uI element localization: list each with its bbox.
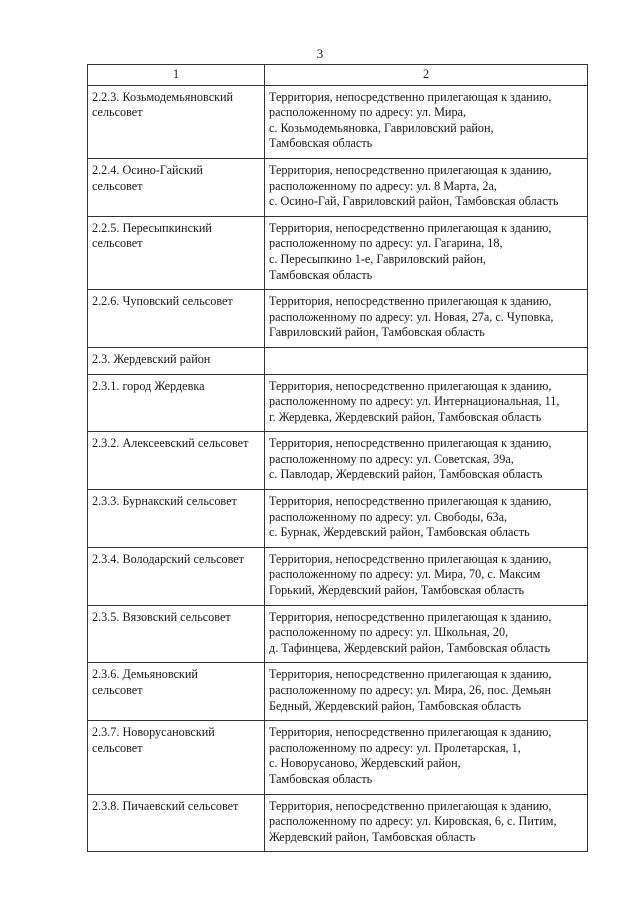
table-row (88, 85, 588, 158)
table-row (88, 663, 588, 721)
address-line: Горький, Жердевский район, Тамбовская область (269, 583, 525, 598)
territory-name-cell (88, 158, 265, 216)
address-line: расположенному по адресу: ул. Школьная, 20, (269, 625, 509, 640)
table-row (88, 290, 588, 348)
column-header-1: 1 (88, 65, 265, 86)
territory-name-line: 2.3.4. Володарский сельсовет (92, 551, 245, 566)
table-row (88, 347, 588, 374)
address-cell (265, 547, 588, 605)
territory-name-cell (88, 721, 265, 794)
territory-name-cell (88, 347, 265, 374)
polling-stations-table (87, 64, 588, 852)
territory-name-line: сельсовет (92, 740, 143, 755)
territory-name-line: сельсовет (92, 105, 143, 120)
address-line: Тамбовская область (269, 267, 373, 282)
address-line: расположенному по адресу: ул. Мира, (269, 105, 467, 120)
address-line: Территория, непосредственно прилегающая к зданию, (269, 89, 552, 104)
address-line: Тамбовская область (269, 771, 373, 786)
page-number: 3 (316, 46, 324, 61)
territory-name-cell (88, 605, 265, 663)
address-line: с. Бурнак, Жердевский район, Тамбовская область (269, 525, 530, 540)
address-cell (265, 432, 588, 490)
territory-name-cell (88, 663, 265, 721)
table-row (88, 374, 588, 432)
address-cell (265, 85, 588, 158)
address-line: д. Тафинцева, Жердевский район, Тамбовская область (269, 640, 551, 655)
address-line: расположенному по адресу: ул. Мира, 70, с. Максим (269, 567, 541, 582)
address-line: расположенному по адресу: ул. Пролетарская, 1, (269, 740, 521, 755)
address-line: с. Новорусаново, Жердевский район, (269, 756, 461, 771)
table-row (88, 794, 588, 852)
table-row (88, 547, 588, 605)
territory-name-line: 2.2.5. Пересыпкинский (92, 220, 212, 235)
territory-name-line: 2.2.3. Козьмодемьяновский (92, 89, 234, 104)
address-line: Территория, непосредственно прилегающая к зданию, (269, 551, 552, 566)
address-line: Бедный, Жердевский район, Тамбовская область (269, 698, 522, 713)
address-line: Территория, непосредственно прилегающая к зданию, (269, 725, 552, 740)
territory-name-line: 2.3.3. Бурнакский сельсовет (92, 494, 237, 509)
table-row (88, 721, 588, 794)
address-line: Территория, непосредственно прилегающая к зданию, (269, 220, 552, 235)
territory-name-line: 2.2.6. Чуповский сельсовет (92, 294, 233, 309)
address-line: Территория, непосредственно прилегающая к зданию, (269, 667, 552, 682)
address-cell (265, 158, 588, 216)
address-line: расположенному по адресу: ул. Кировская, 6, с. Питим, (269, 814, 557, 829)
address-line: Территория, непосредственно прилегающая к зданию, (269, 436, 552, 451)
territory-name-cell (88, 290, 265, 348)
address-line: расположенному по адресу: ул. Гагарина, 18, (269, 236, 503, 251)
territory-name-cell (88, 794, 265, 852)
address-line: с. Пересыпкино 1-е, Гавриловский район, (269, 251, 486, 266)
address-line: Территория, непосредственно прилегающая к зданию, (269, 494, 552, 509)
address-line: расположенному по адресу: ул. Свободы, 63а, (269, 509, 508, 524)
territory-name-cell (88, 432, 265, 490)
territory-name-cell (88, 490, 265, 548)
territory-name-line: сельсовет (92, 178, 143, 193)
table-body (88, 85, 588, 852)
territory-name-cell (88, 547, 265, 605)
address-cell (265, 605, 588, 663)
territory-name-line: 2.3.7. Новорусановский (92, 725, 215, 740)
territory-name-line: 2.3.2. Алексеевский сельсовет (92, 436, 249, 451)
territory-name-line: 2.3. Жердевский район (92, 351, 211, 366)
territory-name-line: 2.3.5. Вязовский сельсовет (92, 609, 231, 624)
territory-name-cell (88, 374, 265, 432)
territory-name-line: 2.3.6. Демьяновский (92, 667, 198, 682)
address-line: Гавриловский район, Тамбовская область (269, 325, 485, 340)
column-header-2: 2 (265, 65, 588, 86)
territory-name-line: сельсовет (92, 683, 143, 697)
table-row (88, 490, 588, 548)
address-line: с. Козьмодемьяновка, Гавриловский район, (269, 120, 494, 135)
address-line: Тамбовская область (269, 136, 373, 151)
table-row (88, 605, 588, 663)
address-line: расположенному по адресу: ул. 8 Марта, 2а, (269, 178, 497, 193)
address-line: расположенному по адресу: ул. Мира, 26, пос. Демьян (269, 683, 552, 697)
territory-name-line: 2.3.8. Пичаевский сельсовет (92, 798, 239, 813)
table-row (88, 216, 588, 289)
address-line: Территория, непосредственно прилегающая к зданию, (269, 294, 552, 309)
address-line: с. Павлодар, Жердевский район, Тамбовская область (269, 467, 543, 482)
territory-name-cell (88, 216, 265, 289)
table-row (88, 158, 588, 216)
territory-name-line: 2.2.4. Осино-Гайский (92, 162, 203, 177)
table-header-row (88, 65, 588, 86)
address-cell (265, 374, 588, 432)
territory-name-cell (88, 85, 265, 158)
address-cell (265, 794, 588, 852)
address-line: с. Осино-Гай, Гавриловский район, Тамбовская область (269, 194, 559, 209)
territory-name-line: сельсовет (92, 236, 143, 251)
address-line: Жердевский район, Тамбовская область (269, 829, 476, 844)
table-row (88, 432, 588, 490)
address-line: Территория, непосредственно прилегающая к зданию, (269, 609, 552, 624)
address-cell (265, 490, 588, 548)
address-cell (265, 347, 588, 374)
address-line: расположенному по адресу: ул. Интернациональная, 11, (269, 394, 560, 409)
address-line: расположенному по адресу: ул. Советская, 39а, (269, 451, 514, 466)
address-cell (265, 663, 588, 721)
address-cell (265, 216, 588, 289)
territory-name-line: 2.3.1. город Жердевка (92, 378, 205, 393)
address-line: г. Жердевка, Жердевский район, Тамбовская область (269, 409, 542, 424)
address-line: Территория, непосредственно прилегающая к зданию, (269, 798, 552, 813)
address-line: расположенному по адресу: ул. Новая, 27а, с. Чуповка, (269, 309, 554, 324)
address-cell (265, 721, 588, 794)
address-cell (265, 290, 588, 348)
address-line: Территория, непосредственно прилегающая к зданию, (269, 378, 552, 393)
address-line: Территория, непосредственно прилегающая к зданию, (269, 162, 552, 177)
